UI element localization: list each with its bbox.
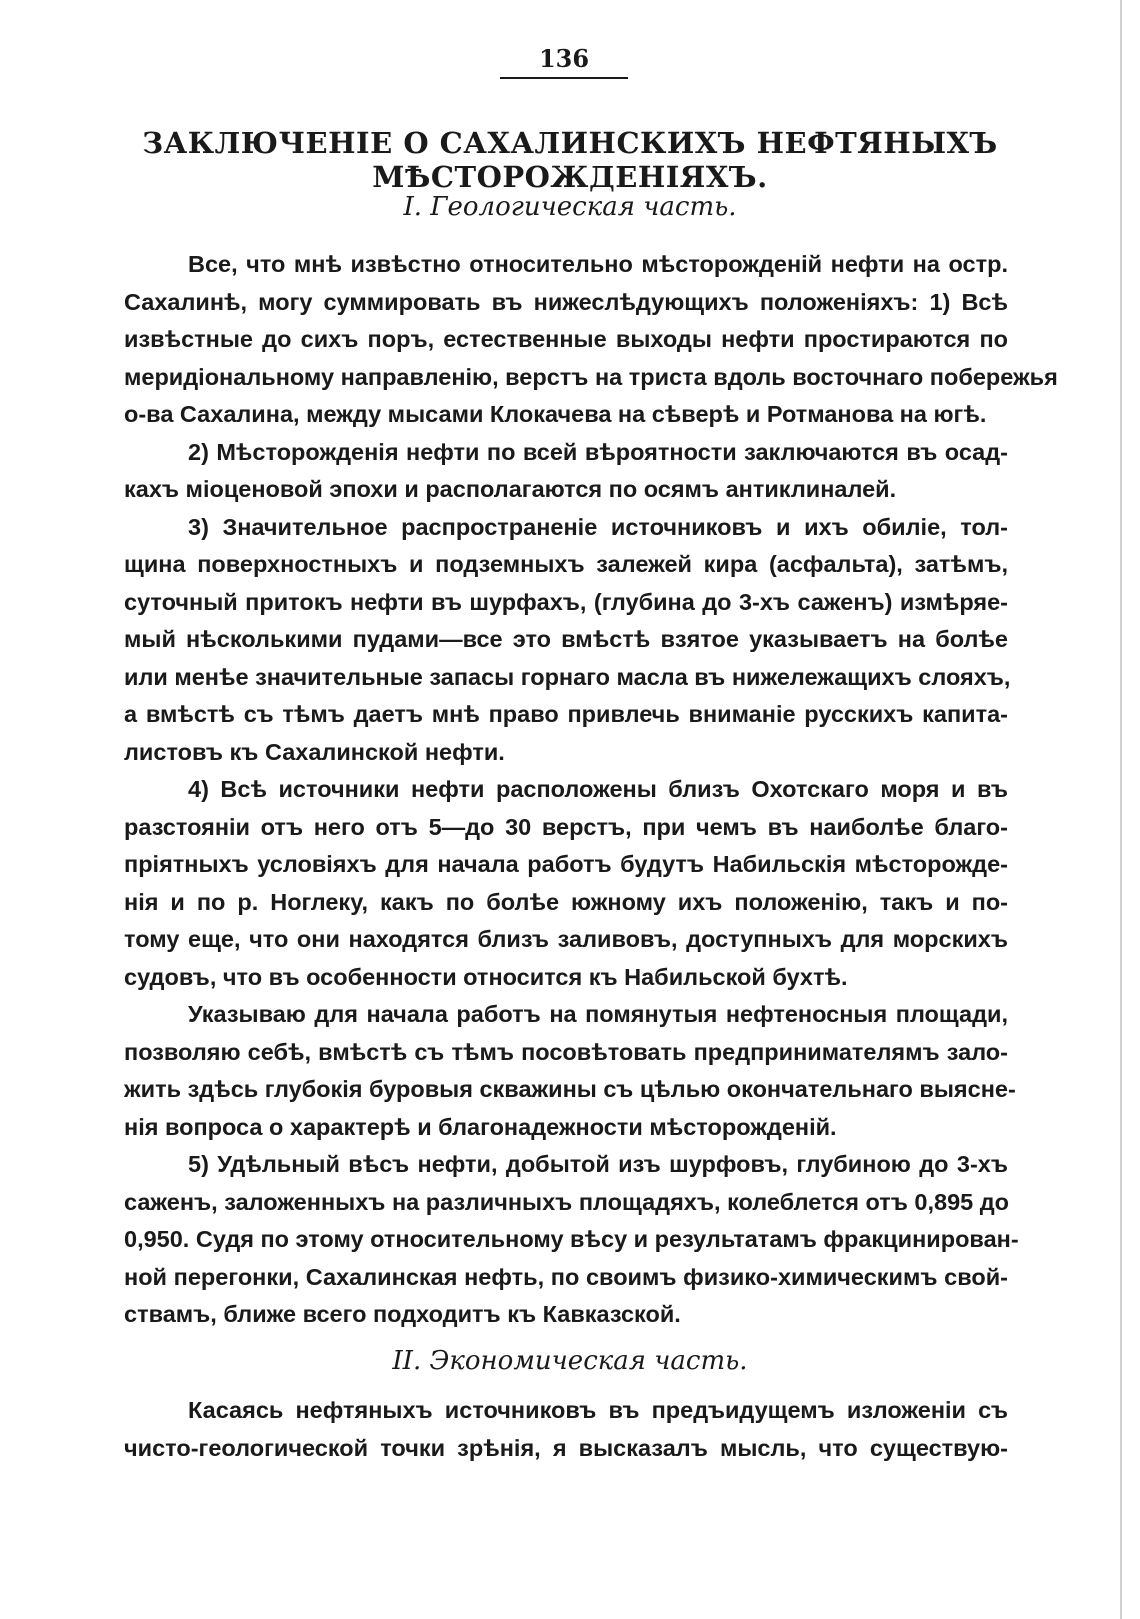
text-line: позволяю себѣ, вмѣстѣ съ тѣмъ посовѣтовать предпринимателямъ зало- <box>124 1038 1008 1065</box>
text-line: саженъ, заложенныхъ на различныхъ площадяхъ, колеблется отъ 0,895 до <box>124 1188 1010 1215</box>
paragraph <box>124 996 1016 1146</box>
text-line: тому еще, что они находятся близъ заливовъ, доступныхъ для морскихъ <box>124 926 1008 952</box>
text-line: 4) Всѣ источники нефти расположены близъ Охотскаго моря и въ <box>188 776 1008 802</box>
text-line: а вмѣстѣ съ тѣмъ даетъ мнѣ право привлечь вниманіе русскихъ капита- <box>124 701 1008 727</box>
text-line: ной перегонки, Сахалинская нефть, по своимъ физико-химическимъ свой- <box>124 1263 1008 1290</box>
paragraph <box>124 246 1058 434</box>
paragraph <box>124 1392 1008 1467</box>
text-line: или менѣе значительные запасы горнаго масла въ нижележащихъ слояхъ, <box>124 663 1011 690</box>
text-line: ствамъ, ближе всего подходитъ къ Кавказской. <box>124 1301 681 1327</box>
paragraph <box>124 1146 1019 1334</box>
text-line: нія и по р. Ноглеку, какъ по болѣе южному ихъ положенію, такъ и по- <box>124 888 1008 915</box>
text-line: листовъ къ Сахалинской нефти. <box>124 738 505 765</box>
section-geology-body <box>124 246 1058 1334</box>
text-line: Касаясь нефтяныхъ источниковъ въ предъидущемъ изложеніи съ <box>188 1397 1008 1423</box>
section-economics-body <box>124 1392 1008 1467</box>
paragraph <box>124 434 1008 509</box>
text-line: извѣстные до сихъ поръ, естественные выходы нефти простираются по <box>124 326 1008 352</box>
text-line: нія вопроса о характерѣ и благонадежности мѣсторожденій. <box>124 1113 837 1140</box>
page-edge-rule <box>1120 0 1122 1619</box>
text-line: 2) Мѣсторожденія нефти по всей вѣроятности заключаются въ осад- <box>188 438 1008 465</box>
text-line: меридіональному направленію, верстъ на триста вдоль восточнаго побережья <box>124 363 1058 390</box>
text-line: суточный притокъ нефти въ шурфахъ, (глубина до 3-хъ саженъ) измѣряе- <box>124 588 1008 615</box>
text-line: щина поверхностныхъ и подземныхъ залежей кира (асфальта), затѣмъ, <box>124 551 1008 577</box>
text-line: 3) Значительное распространеніе источниковъ и ихъ обиліе, тол- <box>188 513 1008 540</box>
page-number: 136 <box>500 44 628 79</box>
text-line: 0,950. Судя по этому относительному вѣсу и результатамъ фракцинирован- <box>124 1226 1019 1252</box>
section-heading-economics: II. Экономическая часть. <box>392 1346 748 1376</box>
document-title: ЗАКЛЮЧЕНІЕ О САХАЛИНСКИХЪ НЕФТЯНЫХЪ МѢСТОРОЖДЕНІЯХЪ. <box>142 126 998 194</box>
text-line: мый нѣсколькими пудами—все это вмѣстѣ взятое указываетъ на болѣе <box>124 626 1008 652</box>
text-line: Сахалинѣ, могу суммировать въ нижеслѣдующихъ положеніяхъ: 1) Всѣ <box>124 288 1008 315</box>
text-line: 5) Удѣльный вѣсъ нефти, добытой изъ шурфовъ, глубиною до 3-хъ <box>188 1151 1008 1177</box>
text-line: чисто-геологической точки зрѣнія, я высказалъ мысль, что существую- <box>124 1434 1008 1461</box>
text-line: жить здѣсь глубокія буровыя скважины съ цѣлью окончательнаго выясне- <box>124 1076 1016 1102</box>
text-line: о-ва Сахалина, между мысами Клокачева на сѣверѣ и Ротманова на югѣ. <box>124 401 987 427</box>
text-line: Указываю для начала работъ на помянутыя нефтеносныя площади, <box>188 1001 1008 1027</box>
text-line: Все, что мнѣ извѣстно относительно мѣсторожденій нефти на остр. <box>188 251 1008 277</box>
text-line: пріятныхъ условіяхъ для начала работъ будутъ Набильскія мѣсторожде- <box>124 851 1008 877</box>
paragraph <box>124 509 1011 772</box>
text-line: судовъ, что въ особенности относится къ Набильской бухтѣ. <box>124 963 848 990</box>
paragraph <box>124 771 1008 996</box>
text-line: кахъ міоценовой эпохи и располагаются по осямъ антиклиналей. <box>124 476 897 502</box>
text-line: разстояніи отъ него отъ 5—до 30 верстъ, при чемъ въ наиболѣе благо- <box>124 813 1008 840</box>
section-heading-geology: I. Геологическая часть. <box>403 192 737 222</box>
